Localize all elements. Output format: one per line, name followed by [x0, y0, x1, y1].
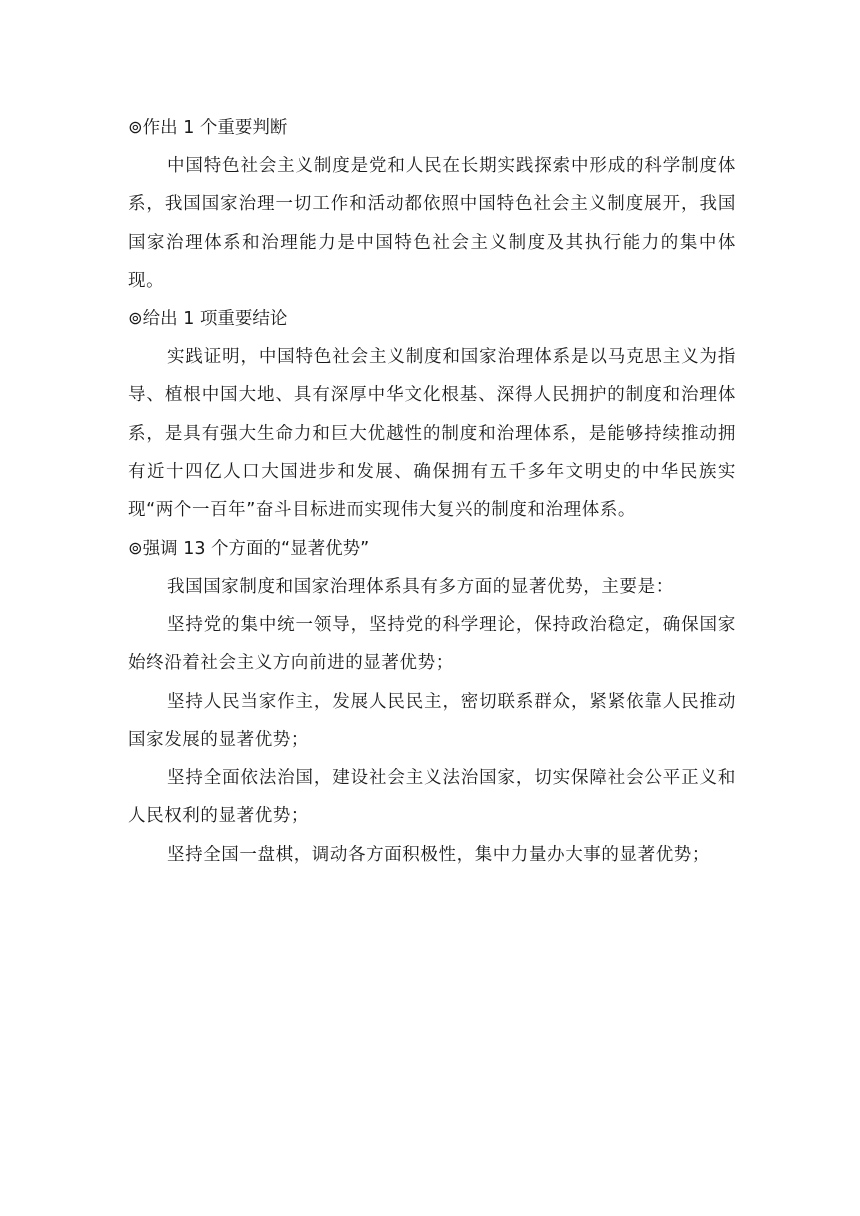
paragraph: 中国特色社会主义制度是党和人民在长期实践探索中形成的科学制度体系，我国国家治理一切工作和活动都依照中国特色社会主义制度展开，我国国家治理体系和治理能力是中国特色社会主义制度及其执行能力的集中体现。: [128, 156, 736, 291]
paragraph: 坚持全面依法治国，建设社会主义法治国家，切实保障社会公平正义和人民权利的显著优势；: [128, 768, 736, 827]
section-heading: ⊚作出 1 个重要判断: [128, 118, 288, 138]
paragraph: 我国国家制度和国家治理体系具有多方面的显著优势，主要是：: [167, 576, 674, 597]
paragraph: 实践证明，中国特色社会主义制度和国家治理体系是以马克思主义为指导、植根中国大地、具有深厚中华文化根基、深得人民拥护的制度和治理体系，是具有强大生命力和巨大优越性的制度和治理体系，是能够持续推动拥有近十四亿人口大国进步和发展、确保拥有五千多年文明史的中华民族实现“两个一百年”奋斗目标进而实现伟大复兴的制度和治理体系。: [128, 347, 736, 521]
section-heading: ⊚给出 1 项重要结论: [128, 309, 288, 330]
paragraph: 坚持人民当家作主，发展人民民主，密切联系群众，紧紧依靠人民推动国家发展的显著优势；: [128, 691, 736, 750]
section-conclusion: [128, 300, 736, 529]
section-judgment: [128, 109, 736, 300]
section-heading: ⊚强调 13 个方面的“显著优势”: [128, 538, 370, 559]
document-page: [128, 109, 736, 874]
paragraph: 坚持全国一盘棋，调动各方面积极性，集中力量办大事的显著优势；: [167, 844, 710, 865]
paragraph: 坚持党的集中统一领导，坚持党的科学理论，保持政治稳定，确保国家始终沿着社会主义方向前进的显著优势；: [128, 614, 736, 674]
section-advantages: [128, 530, 736, 874]
